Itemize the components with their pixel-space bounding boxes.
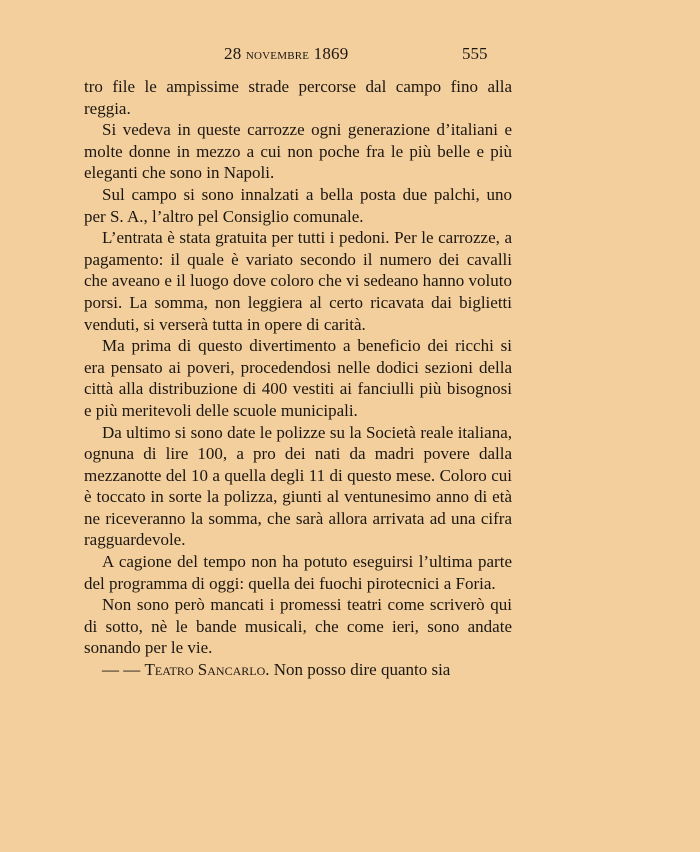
- section-heading: Teatro Sancarlo.: [144, 660, 270, 680]
- page-number: 555: [462, 44, 488, 63]
- running-header: [84, 44, 512, 76]
- section-text: Non posso dire quanto sia: [273, 660, 451, 680]
- paragraph: Sul campo si sono innalzati a bella posta due palchi, uno per S. A., l’altro pel Consiglio comunale.: [84, 184, 512, 226]
- book-page: [84, 44, 512, 681]
- paragraph: A cagione del tempo non ha potuto eseguirsi l’ultima parte del programma di oggi: quella dei fuochi pirotecnici a Foria.: [84, 552, 512, 593]
- date-year: 1869: [313, 44, 349, 63]
- paragraph-teatro: [84, 659, 512, 681]
- body-text: [84, 76, 512, 681]
- paragraph: Non sono però mancati i promessi teatri come scriverò qui di sotto, nè le bande musicali, che come ieri, sono andate sonando per le vie.: [84, 595, 512, 658]
- paragraph: Ma prima di questo divertimento a beneficio dei ricchi si era pensato ai poveri, procedendosi nelle dodici sezioni della città alla distribuzione di 400 vestiti ai fanciulli più bisognosi e più meritevoli delle scuole municipali.: [84, 336, 512, 420]
- date-month: novembre: [245, 47, 310, 63]
- date-day: 28: [224, 44, 242, 63]
- paragraph-continued: tro file le ampissime strade percorse dal campo fino alla reggia.: [84, 77, 512, 118]
- section-dashes: — —: [102, 660, 141, 680]
- paragraph: Si vedeva in queste carrozze ogni generazione d’italiani e molte donne in mezzo a cui non poche fra le più belle e più eleganti che sono in Napoli.: [84, 120, 512, 183]
- header-date: [224, 44, 348, 64]
- paragraph: Da ultimo si sono date le polizze su la Società reale italiana, ognuna di lire 100, a pro dei nati da madri povere dalla mezzanotte del 10 a quella degli 11 di questo mese. Coloro cui è toccato in sorte la polizza, giunti al ventunesimo anno di età ne riceveranno la somma, che sarà allora arrivata ad una cifra ragguardevole.: [84, 422, 512, 550]
- paragraph: L’entrata è stata gratuita per tutti i pedoni. Per le carrozze, a pagamento: il quale è variato secondo il numero dei cavalli che aveano e il luogo dove coloro che vi sedeano hanno voluto porsi. La somma, non leggiera al certo ricavata dai biglietti venduti, si verserà tutta in opere di carità.: [84, 228, 512, 334]
